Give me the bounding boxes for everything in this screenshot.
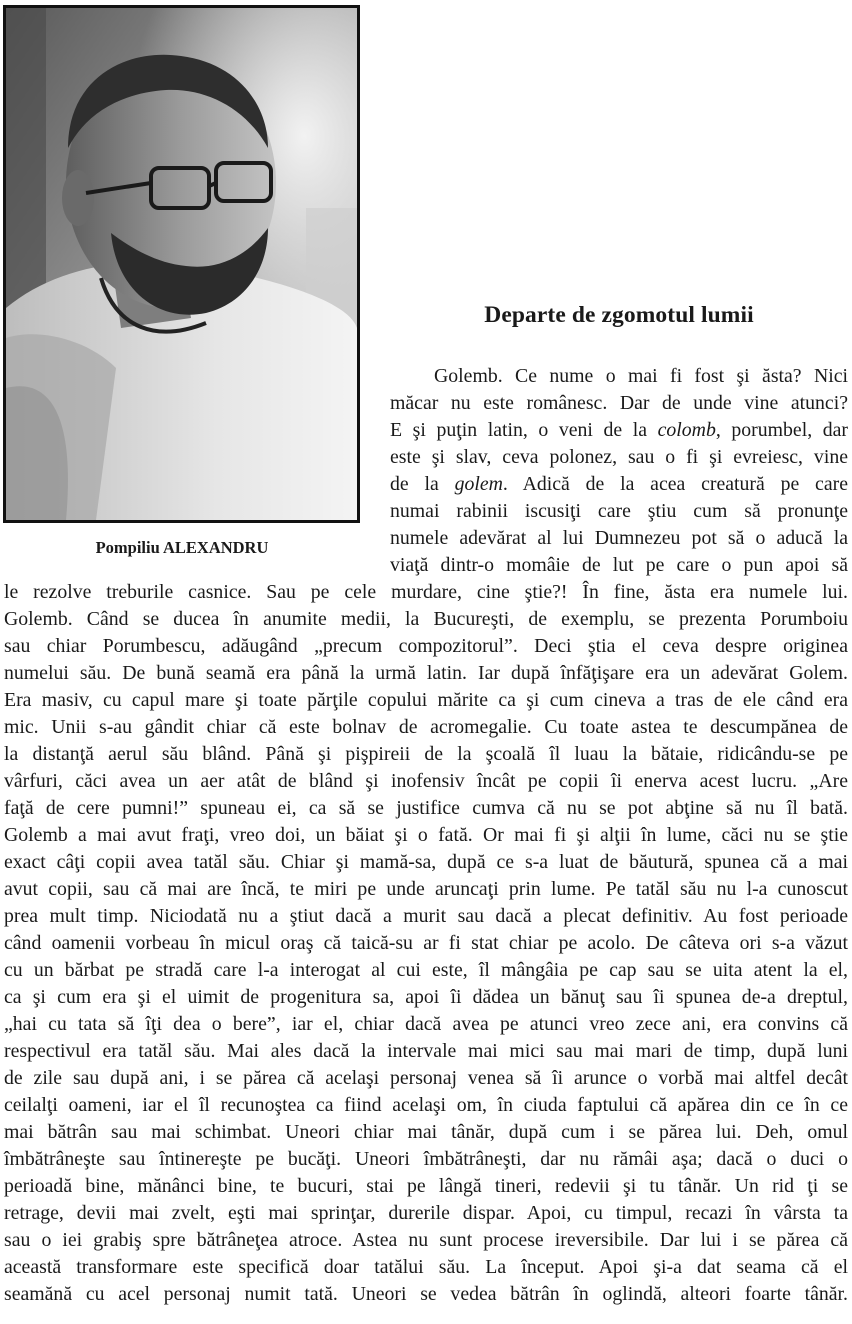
- text-line: retrage, devii mai zvelt, eşti mai sprinţar, durerile dispar. Apoi, cu timpul, recazi în vârsta ta: [4, 1202, 848, 1224]
- text-line: respectivul era tatăl său. Mai ales dacă la intervale mai mici sau mai mari de timp, după luni: [4, 1040, 848, 1062]
- text-line: seamănă cu acel personaj numit tată. Uneori se vedea bătrân în oglindă, alteori foarte tânăr.: [4, 1283, 848, 1305]
- text-line: cu un bărbat pe stradă care l-a interogat al cui este, îl mângâia pe cap sau se uita atent la el,: [4, 959, 848, 981]
- text-line: vârfuri, căci avea un aer atât de blând şi inofensiv încât pe copii îi enerva acest lucru. „Are: [4, 770, 848, 792]
- text-line: faţă de cere pumni!” spuneau ei, ca să se justifice cumva că nu se pot abţine să nu îl bată.: [4, 797, 848, 819]
- article-title: Departe de zgomotul lumii: [484, 302, 754, 328]
- text-line: ca şi cum era şi el uimit de progenitura sa, apoi îi dădea un bănuţ sau îi spunea de-a dreptul,: [4, 986, 848, 1008]
- text-line: numele adevărat al lui Dumnezeu pot să o aducă la: [390, 527, 848, 549]
- photo-caption: Pompiliu ALEXANDRU: [95, 538, 269, 557]
- text-line: este şi slav, ceva polonez, sau o fi şi evreiesc, vine: [390, 446, 848, 468]
- text-line: mic. Unii s-au gândit chiar că este bolnav de acromegalie. Cu toate astea te descumpănea de: [4, 716, 848, 738]
- text-line: perioadă bine, mănânci bine, te bucuri, stai pe lângă tineri, redevii şi tu tânăr. Un rid ţi se: [4, 1175, 848, 1197]
- text-line: Golemb. Când se ducea în anumite medii, la Bucureşti, de exemplu, se prezenta Porumboiu: [4, 608, 848, 630]
- text-line: de la golem. Adică de la acea creatură pe care: [390, 473, 848, 495]
- author-photo: [3, 5, 360, 523]
- text-line: mai bătrân sau mai schimbat. Uneori chiar mai tânăr, după cum i se părea lui. Deh, omul: [4, 1121, 848, 1143]
- italic-term: golem: [454, 473, 503, 495]
- text-line: le rezolve treburile casnice. Sau pe cele murdare, cine ştie?! În fine, ăsta era numele lui.: [4, 581, 848, 603]
- text-line: „hai cu tata să îţi dea o bere”, iar el, chiar dacă avea pe atunci vreo zece ani, era convins că: [4, 1013, 848, 1035]
- text-line: numelui său. De bună seamă era până la urmă latin. Iar după înfăţişare era un adevărat Golem.: [4, 662, 848, 684]
- text-line: sau o iei grabiş spre bătrâneţea atroce. Astea nu sunt procese ireversibile. Dar lui i se părea că: [4, 1229, 848, 1251]
- text-line: sau chiar Porumbescu, adăugând „precum compozitorul”. Deci ştia el ceva despre originea: [4, 635, 848, 657]
- text-line: avut copii, sau că mai are încă, te miri pe unde aruncaţi prin lume. Pe tatăl său nu l-a cunoscut: [4, 878, 848, 900]
- portrait-image: [6, 8, 357, 520]
- text-line: îmbătrâneşte sau întinereşte pe bucăţi. Uneori îmbătrâneşti, dar nu rămâi aşa; dacă o duci o: [4, 1148, 848, 1170]
- text-line: viaţă dintr-o momâie de lut pe care o pun apoi să: [390, 554, 848, 576]
- text-line: numai rabinii iscusiţi care ştiu cum să pronunţe: [390, 500, 848, 522]
- text-line: această transformare este specifică doar tatălui său. La început. Apoi şi-a dat seama că el: [4, 1256, 848, 1278]
- italic-term: colomb: [657, 419, 716, 441]
- text-line: Golemb. Ce nume o mai fi fost şi ăsta? Nici: [434, 365, 848, 387]
- text-line: Golemb a mai avut fraţi, vreo doi, un băiat şi o fată. Or mai fi şi alţii în lume, căci nu se ştie: [4, 824, 848, 846]
- text-line: Era masiv, cu capul mare şi toate părţile copului mărite ca şi cum cineva a tras de ele când era: [4, 689, 848, 711]
- text-line: măcar nu este românesc. Dar de unde vine atunci?: [390, 392, 848, 414]
- text-line: la distanţă aerul său blând. Până şi pişpireii de la şcoală îl luau la bătaie, ridicându-se pe: [4, 743, 848, 765]
- text-line: prea mult timp. Niciodată nu a ştiut dacă a murit sau dacă a plecat definitiv. Au fost perioade: [4, 905, 848, 927]
- text-line: exact câţi copii avea tatăl său. Chiar şi mamă-sa, după ce s-a luat de băutură, spunea că a mai: [4, 851, 848, 873]
- text-line: când oamenii vorbeau în micul oraş că taică-su ar fi stat chiar pe acolo. De câteva ori s-a văzut: [4, 932, 848, 954]
- text-line: ceilalţi oameni, iar el îl recunoştea ca fiind acelaşi om, în ciuda faptului că apărea din ce în ce: [4, 1094, 848, 1116]
- text-line: de zile sau după ani, i se părea că acelaşi personaj venea să îi arunce o vorbă mai altfel decât: [4, 1067, 848, 1089]
- text-line: E şi puţin latin, o veni de la colomb, porumbel, dar: [390, 419, 848, 441]
